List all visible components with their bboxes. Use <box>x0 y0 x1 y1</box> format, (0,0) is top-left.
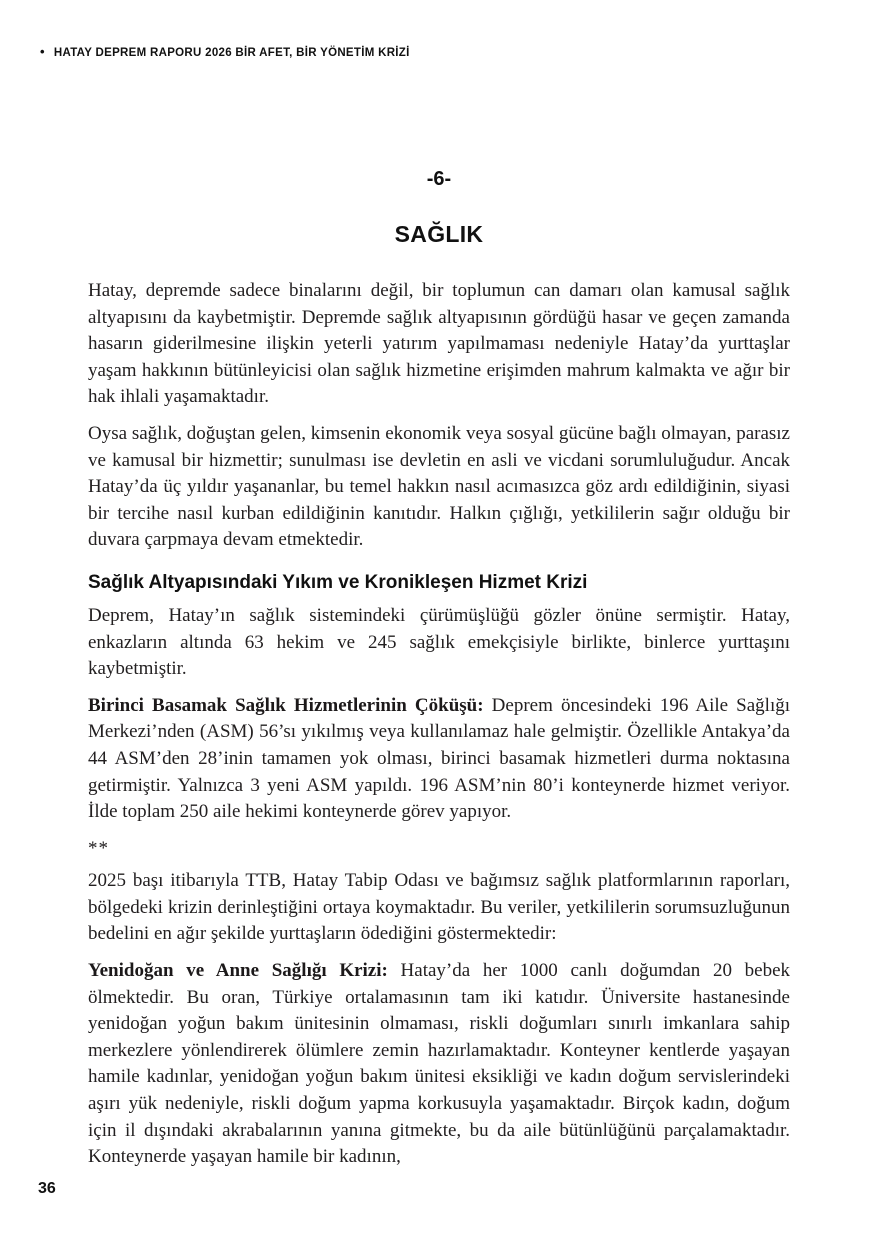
section-heading: Sağlık Altyapısındaki Yıkım ve Kronikleşen Hizmet Krizi <box>88 571 588 593</box>
running-header-title: HATAY DEPREM RAPORU 2026 BİR AFET, BİR YÖNETİM KRİZİ <box>53 46 410 59</box>
body-text <box>88 278 790 1171</box>
paragraph-newborn-crisis-lead: Yenidoğan ve Anne Sağlığı Krizi: <box>88 960 388 982</box>
separator-asterisks: ** <box>88 837 109 859</box>
paragraph-ttb-reports: 2025 başı itibarıyla TTB, Hatay Tabip Odası ve bağımsız sağlık platformlarının raporları, bölgedeki krizin derinleştiğini ortaya koymaktadır. Bu veriler, yetkililerin sorumsuzluğunun bedelini en ağır şekilde yurttaşların ödediğini göstermektedir: <box>88 870 790 945</box>
paragraph-intro-1: Hatay, depremde sadece binalarını değil, bir toplumun can damarı olan kamusal sağlık altyapısını da kaybetmiştir. Depremde sağlık altyapısının gördüğü hasar ve geçen zamanda hasarın giderilmesine ilişkin yeterli yatırım yapılmaması nedeniyle Hatay’da yurttaşlar yaşam hakkının bütünleyicisi olan sağlık hizmetine erişimden mahrum kalmakta ve ağır bir hak ihlali yaşamaktadır. <box>88 280 790 408</box>
paragraph-primary-care-lead: Birinci Basamak Sağlık Hizmetlerinin Çöküşü: <box>88 694 484 716</box>
paragraph-newborn-crisis <box>88 958 790 1171</box>
page-number: 36 <box>38 1180 56 1197</box>
chapter-title: SAĞLIK <box>394 221 484 247</box>
paragraph-primary-care-text: Deprem öncesindeki 196 Aile Sağlığı Merkezi’nden (ASM) 56’sı yıkılmış veya kullanılamaz hale gelmiştir. Özellikle Antakya’da 44 ASM’den 28’inin tamamen yok olması, birinci basamak hizmetleri durma noktasına getirmiştir. Yalnızca 3 yeni ASM yapıldı. 196 ASM’nin 80’i konteynerde hizmet veriyor. İlde toplam 250 aile hekimi konteynerde görev yapıyor. <box>88 694 791 823</box>
chapter-number: -6- <box>426 168 452 190</box>
paragraph-section-1: Deprem, Hatay’ın sağlık sistemindeki çürümüşlüğü gözler önüne sermiştir. Hatay, enkazların altında 63 hekim ve 245 sağlık emekçisiyle birlikte, binlerce yurttaşını kaybetmiştir. <box>88 604 790 680</box>
header-bullet-icon: • <box>40 44 45 59</box>
page-content <box>88 168 790 1181</box>
paragraph-intro-2: Oysa sağlık, doğuştan gelen, kimsenin ekonomik veya sosyal gücüne bağlı olmayan, parasız ve kamusal bir hizmettir; sunulması ise devletin en asli ve vicdani sorumluluğudur. Ancak Hatay’da üç yıldır yaşananlar, bu temel hakkın nasıl acımasızca göz ardı edildiğinin, siyasi bir tercihe nasıl kurban edildiğinin kanıtıdır. Halkın çığlığı, yetkililerin sağır olduğu bir duvara çarpmaya devam etmektedir. <box>88 422 790 551</box>
paragraph-primary-care <box>88 693 790 826</box>
running-header <box>40 46 410 59</box>
paragraph-newborn-crisis-text: Hatay’da her 1000 canlı doğumdan 20 bebek ölmektedir. Bu oran, Türkiye ortalamasının tam iki katıdır. Üniversite hastanesinde yenidoğan yoğun bakım ünitesinin olmaması, riskli doğumları sınırlı imkanlara sahip merkezlere yönlendirerek ölümlere zemin hazırlamaktadır. Konteyner kentlerde yaşayan hamile kadınlar, yenidoğan yoğun bakım ünitesi eksikliği ve kadın doğum servislerindeki aşırı yük nedeniyle, riskli doğum yapma korkusuyla yaşamaktadır. Birçok kadın, doğum için il dışındaki akrabalarının yanına gitmekte, bu da aile bütünlüğünü parçalamaktadır. Konteynerde yaşayan hamile bir kadının, <box>88 960 791 1168</box>
